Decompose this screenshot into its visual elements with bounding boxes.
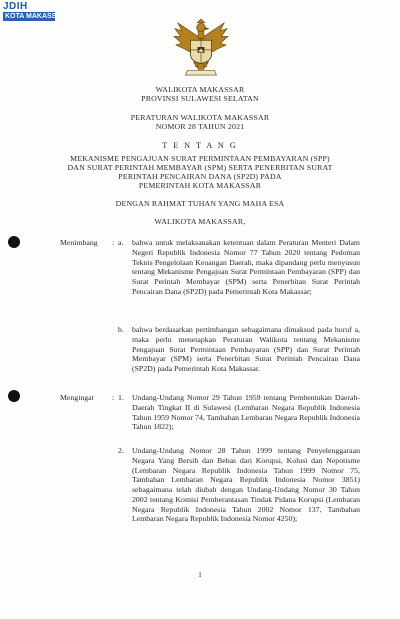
section-colon: : <box>112 238 115 247</box>
section-label-mengingat: Mengingat <box>60 393 94 402</box>
section-label-menimbang: Menimbang <box>60 238 98 247</box>
section-colon: : <box>112 393 115 402</box>
binder-hole-marker <box>8 236 20 248</box>
header-city: WALIKOTA MAKASSAR <box>155 85 245 94</box>
subject-line: MEKANISME PENGAJUAN SURAT PERMINTAAN PEMBAYARAN (SPP) <box>70 154 330 163</box>
regulation-number: NOMOR 28 TAHUN 2021 <box>155 122 245 131</box>
legal-basis-item <box>132 393 360 432</box>
consideration-text: bahwa untuk melaksanakan ketentuan dalam Peraturan Menteri Dalam Negeri Republik Indonesia Nomor 77 Tahun 2020 tentang Pedoman Teknis Pengelolaan Keuangan Daerah, maka dipandang perlu menyusun tentang Mekanisme Pengajuan Surat Permintaan Pembayaran (SPP) dan Surat Perintah Membayar (SPM) serta Penerbitan Surat Perintah Pencairan Dana (SP2D) pada Pemerintah Kota Makassar; <box>132 238 360 296</box>
subject-line: PEMERINTAH KOTA MAKASSAR <box>138 181 262 190</box>
legal-basis-text: Undang-Undang Nomor 28 Tahun 1999 tentang Penyelenggaraan Negara Yang Bersih dan Bebas dari Korupsi, Kolusi dan Nepotisme (Lembaran Negara Republik Indonesia Tahun 1999 Nomor 75, Tambahan Lembaran Negara Republik Indonesia Nomor 3851) sebagaimana telah diubah dengan Undang-Undang Nomor 30 Tahun 2002 tentang Komisi Pemberantasan Tindak Pidana Korupsi (Lembaran Negara Republik Indonesia Tahun 2002 Nomor 137, Tambahan Lembaran Negara Republik Indonesia Nomor 4250); <box>132 446 360 524</box>
consideration-item <box>132 238 360 297</box>
consideration-item <box>132 325 360 374</box>
regulation-title: PERATURAN WALIKOTA MAKASSAR <box>130 113 270 122</box>
subject-line: DAN SURAT PERINTAH MEMBAYAR (SPM) SERTA PENERBITAN SURAT <box>67 163 333 172</box>
jdih-stamp <box>3 1 67 21</box>
item-marker: 1. <box>118 393 124 402</box>
preamble-rahmat: DENGAN RAHMAT TUHAN YANG MAHA ESA <box>115 199 285 208</box>
item-marker: b. <box>118 325 124 334</box>
legal-basis-item <box>132 446 360 524</box>
page-number: 1 <box>198 570 202 579</box>
header-province: PROVINSI SULAWESI SELATAN <box>141 94 259 103</box>
stamp-subtitle: KOTA MAKASSAR <box>5 13 67 20</box>
consideration-text: bahwa berdasarkan pertimbangan sebagaimana dimaksud pada huruf a, maka perlu menetapkan Peraturan Walikota tentang Mekanisme Pengajuan Surat Permintaan Pembayaran (SPP) dan Surat Perintah Membayar (SPM) serta Penerbitan Surat Perintah Pencairan Dana (SP2D) pada Pemerintah Kota Makassar. <box>132 325 360 373</box>
item-marker: a. <box>118 238 124 247</box>
item-marker: 2. <box>118 446 124 455</box>
preamble-walikota: WALIKOTA MAKASSAR, <box>154 217 246 226</box>
subject-line: PERINTAH PENCAIRAN DANA (SP2D) PADA <box>118 172 282 181</box>
binder-hole-marker <box>8 390 20 402</box>
tentang-heading: T E N T A N G <box>162 141 238 150</box>
garuda-pancasila-emblem-icon <box>172 17 230 79</box>
legal-basis-text: Undang-Undang Nomor 29 Tahun 1959 tentang Pembentukan Daerah-Daerah Tingkat II di Sulawesi (Lembaran Negara Republik Indonesia Tahun 1959 Nomor 74, Tambahan Lembaran Negara Republik Indonesia Tahun 1822); <box>132 393 360 432</box>
stamp-title: JDIH <box>3 1 28 12</box>
